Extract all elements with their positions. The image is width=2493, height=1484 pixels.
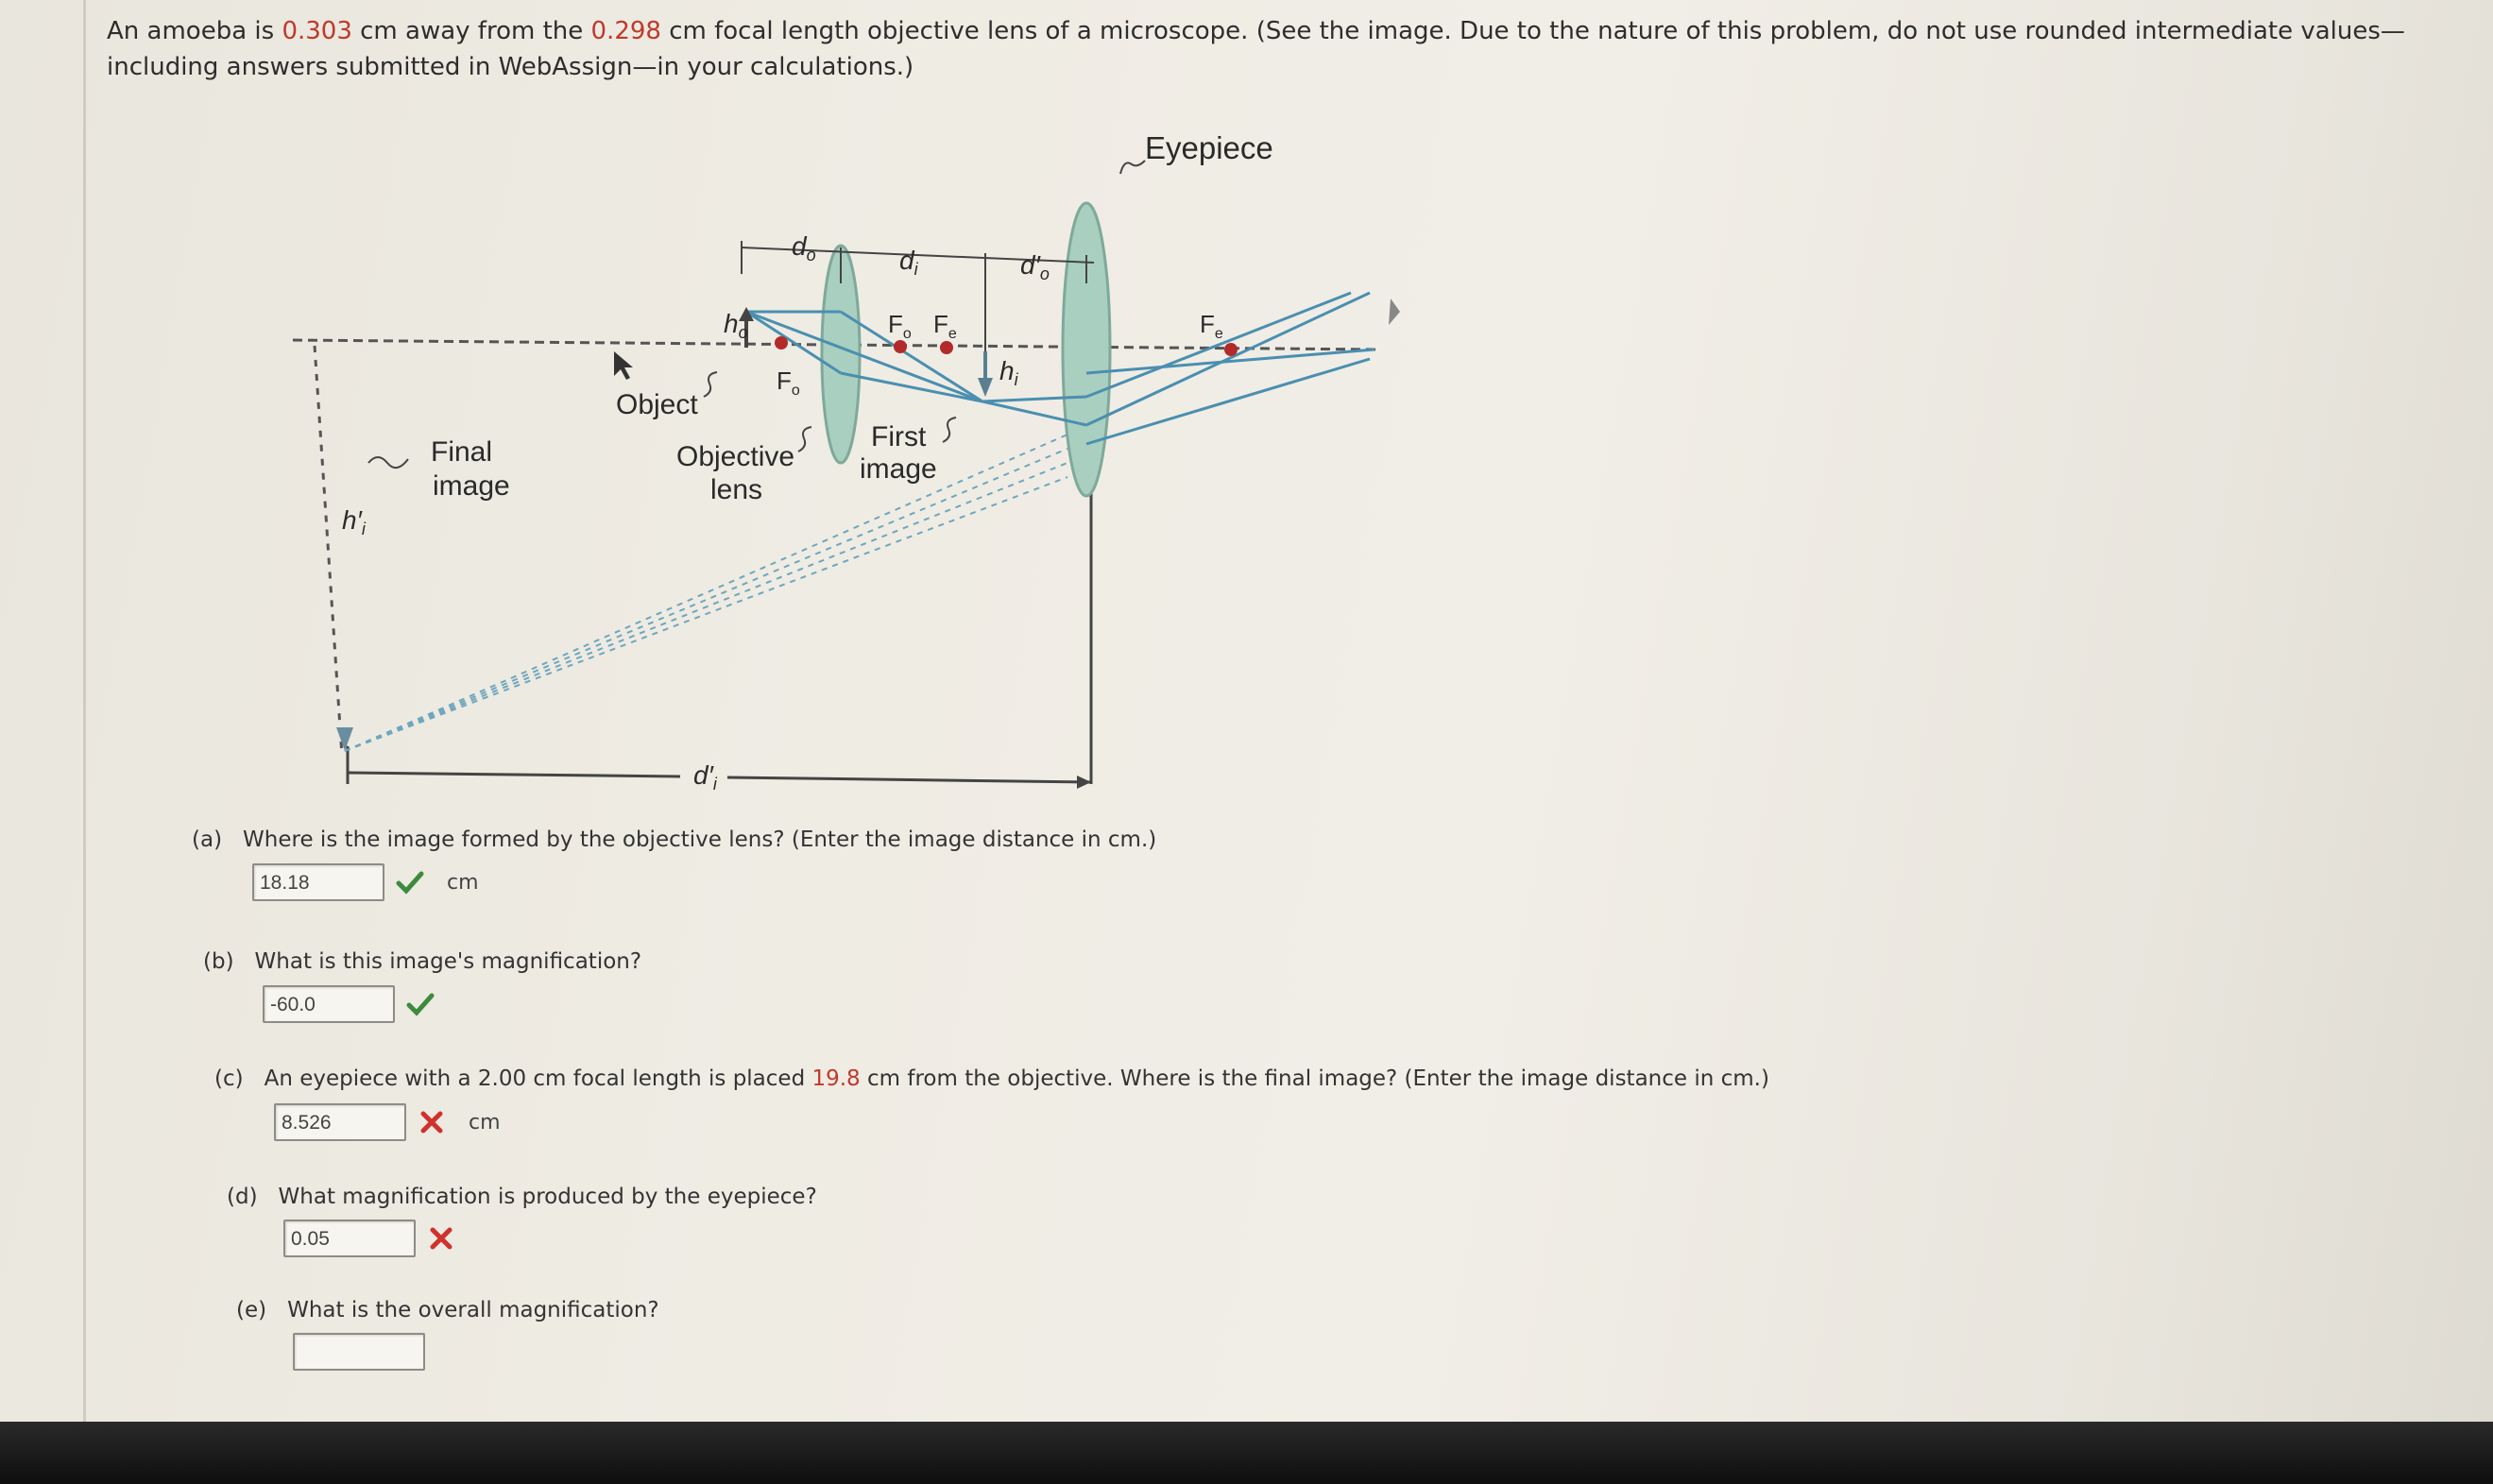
di-prime-line-left [348,773,680,776]
part-a-question: (a) Where is the image formed by the objective lens? (Enter the image distance in cm.) [192,827,1157,852]
part-e-answer-row [293,1333,425,1371]
small-arrow-icon [1389,299,1400,325]
object-label: Object [616,389,698,420]
part-c-answer-input[interactable]: 8.526 [274,1103,406,1141]
part-d-question: (d) What magnification is produced by the eyepiece? [227,1185,817,1209]
screen-bezel [0,1422,2493,1484]
do-prime-label: $d'_o$ [1020,250,1050,283]
eyepiece-lens [1063,203,1110,496]
microscope-diagram [0,0,1511,812]
part-d-answer-input[interactable]: 0.05 [283,1220,416,1257]
mouse-pointer-icon [614,351,633,380]
part-c-unit: cm [469,1110,501,1134]
hi-label: $h_i$ [999,356,1018,389]
final-image-label-line2: image [433,470,510,502]
first-image-label-line2: image [860,453,937,485]
part-b-answer-input[interactable]: -60.0 [263,985,395,1023]
problem-statement: An amoeba is 0.303 cm away from the 0.298 cm focal length objective lens of a microscope. (See the image. Due to the nature of this problem, do not use rounded intermediate values—including answers submitted in WebAssign—in your calculations.) [107,17,2405,81]
final-image-arrowhead [336,727,353,751]
part-d-answer-row [283,1220,455,1257]
fe-right-label: $F_e$ [1200,310,1223,342]
eyepiece-leader [1120,161,1145,174]
part-a-answer-input[interactable]: 18.18 [252,863,384,901]
fo-right-label: $F_o$ [888,310,912,342]
part-a-answer-row [252,863,479,901]
first-image-leader [943,418,956,442]
part-c-question: (c) An eyepiece with a 2.00 cm focal length is placed 19.8 cm from the objective. Where is the final image? (Enter the image distance in cm.) [214,1066,1769,1091]
x-icon [427,1224,455,1253]
eyepiece-distance-value: 19.8 [811,1066,861,1091]
di-label: $d_i$ [899,246,918,279]
do-label: $d_o$ [792,231,816,264]
part-b-question: (b) What is this image's magnification? [203,949,642,974]
final-image-label-line1: Final [431,436,493,468]
part-b-answer-row [263,985,435,1023]
di-prime-label: $d'_i$ [693,760,717,793]
objective-leader [798,427,811,452]
eyepiece-focal-point-left [940,341,953,354]
eyepiece-label: Eyepiece [1145,130,1273,165]
final-image-guide [315,346,342,756]
part-e-answer-input[interactable] [293,1333,425,1371]
objective-focal-point-right [894,340,907,353]
part-a-unit: cm [447,870,479,895]
objective-label-line2: lens [710,474,763,505]
check-icon [396,868,424,896]
focal-length-value: 0.298 [590,17,661,45]
di-prime-line-right [727,777,1091,782]
x-icon [418,1108,446,1136]
object-distance-value: 0.303 [282,17,352,45]
objective-label-line1: Objective [676,441,795,472]
fo-left-label: $F_o$ [777,367,800,399]
part-c-answer-row [274,1103,501,1141]
final-image-leader [368,457,408,468]
fe-left-label: $F_e$ [933,310,957,342]
check-icon [406,990,435,1018]
first-image-label-line1: First [871,421,927,452]
ho-label: $h_o$ [724,309,748,342]
object-leader [704,372,717,397]
hi-prime-label: $h'_i$ [342,505,366,538]
first-image-arrowhead [978,378,993,397]
objective-focal-point-left [775,336,788,350]
eyepiece-focal-point-right [1224,343,1238,356]
di-prime-arrowhead [1077,776,1091,789]
part-e-question: (e) What is the overall magnification? [236,1298,659,1322]
